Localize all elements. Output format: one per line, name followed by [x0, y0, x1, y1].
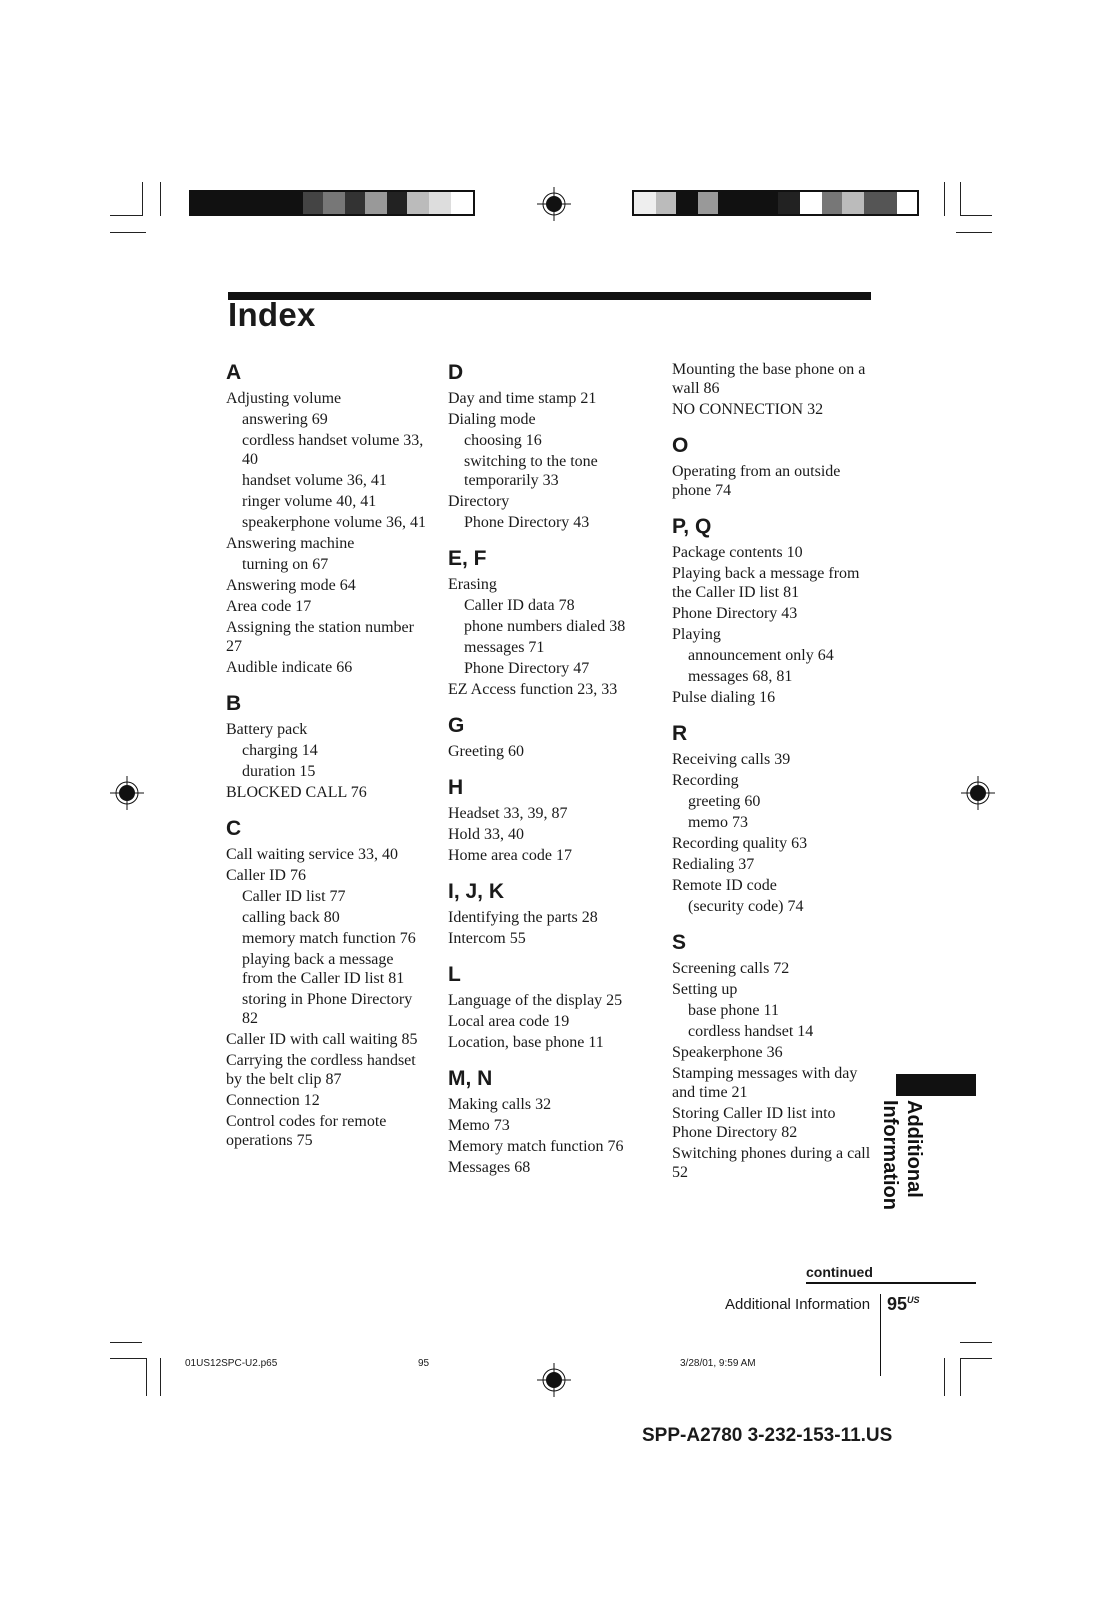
index-entry: Speakerphone 36	[672, 1044, 783, 1061]
index-subentry: Caller ID list 77	[242, 888, 346, 905]
index-subentry: phone numbers dialed 38	[464, 618, 626, 635]
index-entry: Playing back a message from the Caller ID list 81	[672, 565, 860, 601]
crop-mark	[960, 1358, 961, 1396]
index-subentry: greeting 60	[688, 793, 761, 810]
index-entry: Recording	[672, 772, 739, 789]
index-entry: BLOCKED CALL 76	[226, 784, 367, 801]
index-entry: Recording quality 63	[672, 835, 808, 852]
continued-label: continued	[806, 1264, 873, 1280]
crop-mark	[944, 1358, 945, 1396]
index-entry: Area code 17	[226, 598, 312, 615]
slug-page-number: 95	[418, 1358, 430, 1369]
index-column-3	[672, 360, 872, 1184]
index-entry: Audible indicate 66	[226, 659, 353, 676]
registration-target-icon	[961, 776, 995, 810]
index-section	[672, 721, 872, 916]
index-entry: Caller ID with call waiting 85	[226, 1031, 418, 1048]
index-letter-heading: D	[448, 361, 464, 384]
crop-mark	[160, 1358, 161, 1396]
index-section	[672, 360, 872, 419]
index-subentry: playing back a message from the Caller ID list 81	[242, 951, 405, 987]
crop-mark	[110, 1358, 146, 1359]
registration-target-icon	[537, 1363, 571, 1397]
crop-mark	[160, 182, 161, 216]
index-entry: Mounting the base phone on a wall 86	[672, 361, 866, 397]
model-code: SPP-A2780 3-232-153-11.US	[642, 1425, 893, 1446]
crop-mark	[960, 1342, 992, 1343]
footer-divider	[880, 1294, 881, 1376]
index-entry: Messages 68	[448, 1159, 531, 1176]
index-entry: Identifying the parts 28	[448, 909, 598, 926]
index-section	[226, 360, 426, 677]
section-tab	[866, 1100, 926, 1228]
crop-mark	[960, 1358, 992, 1359]
index-letter-heading: L	[448, 963, 461, 986]
index-entry: Phone Directory 43	[672, 605, 798, 622]
index-column-1	[226, 360, 426, 1152]
index-entry: Call waiting service 33, 40	[226, 846, 398, 863]
index-entry: Receiving calls 39	[672, 751, 791, 768]
index-letter-heading: S	[672, 931, 687, 954]
index-subentry: memo 73	[688, 814, 748, 831]
index-subentry: speakerphone volume 36, 41	[242, 514, 426, 531]
index-entry: Answering machine	[226, 535, 355, 552]
index-subentry: Phone Directory 43	[464, 514, 590, 531]
index-entry: Local area code 19	[448, 1013, 570, 1030]
index-subentry: memory match function 76	[242, 930, 416, 947]
crop-mark	[110, 215, 142, 216]
index-letter-heading: R	[672, 722, 688, 745]
index-entry: Operating from an outside phone 74	[672, 463, 841, 499]
index-entry: Language of the display 25	[448, 992, 623, 1009]
index-subentry: choosing 16	[464, 432, 542, 449]
page-title: Index	[228, 296, 316, 333]
index-letter-heading: E, F	[448, 547, 487, 570]
index-letter-heading: I, J, K	[448, 880, 505, 903]
index-letter-heading: G	[448, 714, 465, 737]
index-letter-heading: M, N	[448, 1067, 493, 1090]
index-entry: Headset 33, 39, 87	[448, 805, 568, 822]
index-subentry: calling back 80	[242, 909, 340, 926]
crop-mark	[960, 182, 961, 216]
index-subentry: ringer volume 40, 41	[242, 493, 377, 510]
index-section	[672, 514, 872, 707]
index-section	[448, 962, 648, 1052]
index-entry: Remote ID code	[672, 877, 777, 894]
crop-mark	[142, 182, 143, 216]
index-subentry: turning on 67	[242, 556, 329, 573]
section-tab-line: Additional	[903, 1100, 925, 1198]
footer-section-name: Additional Information	[725, 1296, 871, 1313]
index-entry: Making calls 32	[448, 1096, 552, 1113]
index-section	[448, 713, 648, 761]
registration-target-icon	[537, 187, 571, 221]
index-entry: Home area code 17	[448, 847, 572, 864]
crop-mark	[110, 232, 146, 233]
index-section	[672, 930, 872, 1182]
index-subentry: base phone 11	[688, 1002, 779, 1019]
index-subentry: messages 71	[464, 639, 545, 656]
index-subentry: cordless handset 14	[688, 1023, 814, 1040]
index-subentry: charging 14	[242, 742, 318, 759]
index-entry: Intercom 55	[448, 930, 526, 947]
index-letter-heading: B	[226, 692, 242, 715]
crop-mark	[944, 182, 945, 216]
index-letter-heading: A	[226, 361, 242, 384]
index-subentry: switching to the tone temporarily 33	[464, 453, 598, 489]
color-bar-left	[189, 190, 475, 216]
slug-file-name: 01US12SPC-U2.p65	[185, 1358, 278, 1369]
index-entry: Memo 73	[448, 1117, 510, 1134]
index-letter-heading: C	[226, 817, 242, 840]
index-entry: Adjusting volume	[226, 390, 342, 407]
index-section	[448, 1066, 648, 1177]
index-subentry: announcement only 64	[688, 647, 834, 664]
index-entry: Setting up	[672, 981, 738, 998]
index-entry: Dialing mode	[448, 411, 536, 428]
index-letter-heading: H	[448, 776, 464, 799]
slug-date: 3/28/01, 9:59 AM	[680, 1358, 756, 1369]
index-subentry: cordless handset volume 33, 40	[242, 432, 424, 468]
index-letter-heading: O	[672, 434, 689, 457]
index-entry: Carrying the cordless handset by the belt clip 87	[226, 1052, 416, 1088]
page-number-value: 95	[887, 1294, 908, 1314]
index-subentry: answering 69	[242, 411, 328, 428]
continued-rule	[806, 1282, 976, 1284]
crop-mark	[960, 215, 992, 216]
index-section	[672, 433, 872, 500]
index-subentry: duration 15	[242, 763, 316, 780]
index-subentry: handset volume 36, 41	[242, 472, 387, 489]
index-entry: Pulse dialing 16	[672, 689, 776, 706]
index-section	[448, 546, 648, 699]
index-entry: Caller ID 76	[226, 867, 306, 884]
index-section	[448, 775, 648, 865]
index-entry: Location, base phone 11	[448, 1034, 604, 1051]
index-entry: Hold 33, 40	[448, 826, 524, 843]
index-section	[448, 360, 648, 532]
index-section	[226, 816, 426, 1150]
title-rule	[228, 292, 871, 300]
crop-mark	[146, 1358, 147, 1396]
index-section	[226, 691, 426, 802]
index-entry: NO CONNECTION 32	[672, 401, 824, 418]
index-entry: Storing Caller ID list into Phone Directory 82	[672, 1105, 836, 1141]
index-entry: Answering mode 64	[226, 577, 356, 594]
index-entry: Redialing 37	[672, 856, 755, 873]
index-entry: Directory	[448, 493, 510, 510]
index-entry: Connection 12	[226, 1092, 320, 1109]
index-entry: Stamping messages with day and time 21	[672, 1065, 858, 1101]
crop-mark	[110, 1342, 142, 1343]
index-subentry: Caller ID data 78	[464, 597, 575, 614]
index-entry: Day and time stamp 21	[448, 390, 597, 407]
index-entry: Screening calls 72	[672, 960, 790, 977]
color-bar-right	[632, 190, 919, 216]
index-entry: Erasing	[448, 576, 497, 593]
page-number-suffix: US	[907, 1295, 920, 1305]
index-letter-heading: P, Q	[672, 515, 712, 538]
index-entry: EZ Access function 23, 33	[448, 681, 618, 698]
index-subentry: storing in Phone Directory 82	[242, 991, 413, 1027]
page-number	[887, 1294, 920, 1315]
index-subentry: Phone Directory 47	[464, 660, 590, 677]
index-entry: Memory match function 76	[448, 1138, 624, 1155]
index-entry: Greeting 60	[448, 743, 524, 760]
index-entry: Switching phones during a call 52	[672, 1145, 871, 1181]
index-entry: Assigning the station number 27	[226, 619, 414, 655]
registration-target-icon	[110, 776, 144, 810]
index-entry: Battery pack	[226, 721, 308, 738]
index-column-2	[448, 360, 648, 1179]
section-tab-marker	[896, 1074, 976, 1096]
index-subentry: messages 68, 81	[688, 668, 793, 685]
index-section	[448, 879, 648, 948]
index-entry: Package contents 10	[672, 544, 803, 561]
index-entry: Playing	[672, 626, 721, 643]
index-subentry: (security code) 74	[688, 898, 804, 915]
index-entry: Control codes for remote operations 75	[226, 1113, 387, 1149]
crop-mark	[956, 232, 992, 233]
section-tab-line: Information	[879, 1100, 901, 1210]
